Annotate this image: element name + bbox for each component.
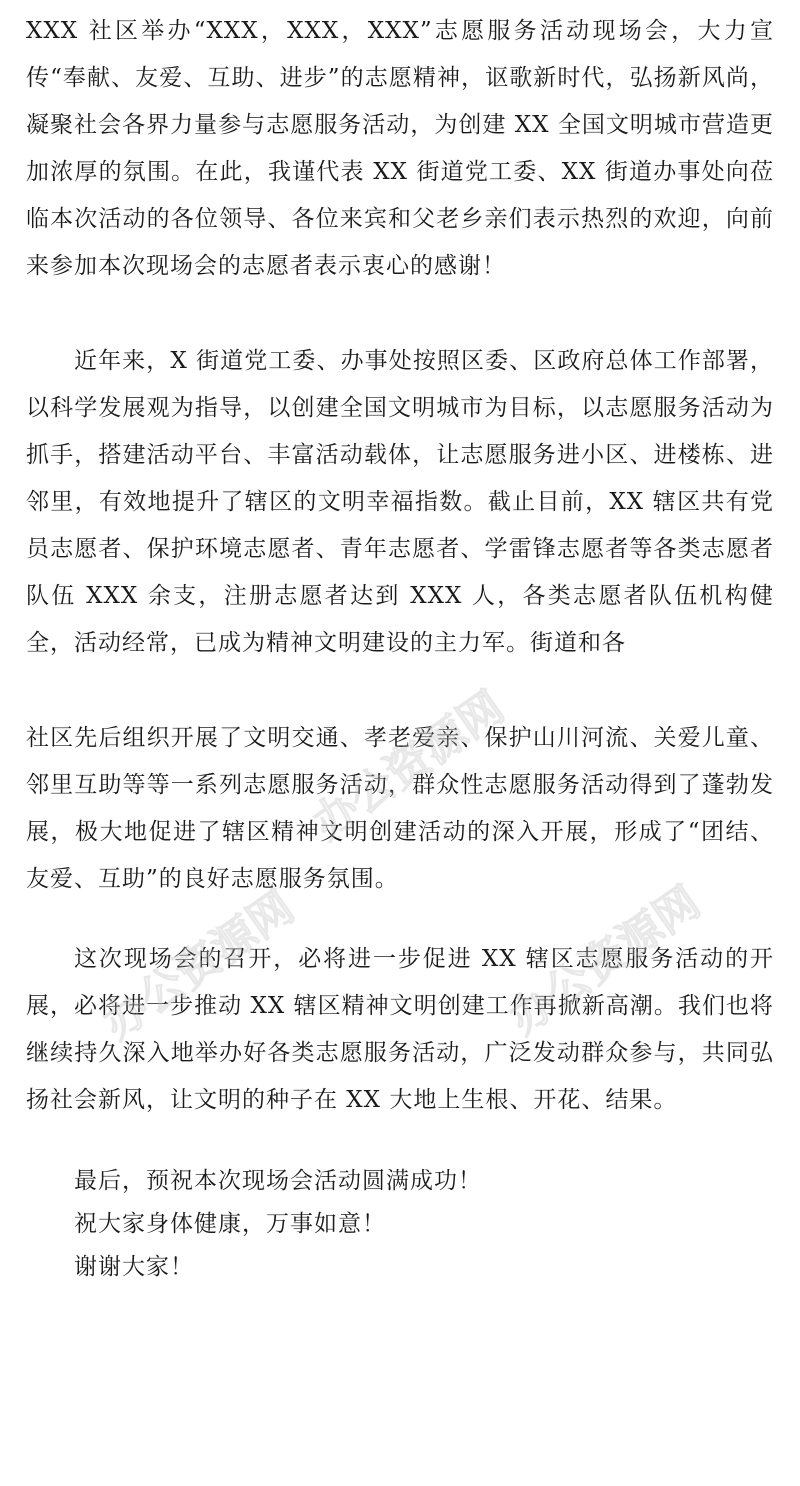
watermark: 办公资源网	[93, 881, 304, 1050]
closing-line-3: 谢谢大家！	[74, 1254, 194, 1280]
watermark: 办公资源网	[499, 876, 710, 1045]
closing-line-2: 祝大家身体健康，万事如意！	[74, 1211, 386, 1237]
body-paragraph-2: 近年来，X 街道党工委、办事处按照区委、区政府总体工作部署，以科学发展观为指导，以创建全国文明城市为目标，以志愿服务活动为抓手，搭建活动平台、丰富活动载体，让志愿服务进小区、进楼栋、进邻里，有效地提升了辖区的文明幸福指数。截止目前，XX 辖区共有党员志愿者、保护环境志愿者、青年志愿者、学雷锋志愿者等各类志愿者队伍 XXX 余支，注册志愿者达到 XXX 人，各类志愿者队伍机构健全，活动经常，已成为精神文明建设的主力军。街道和各	[26, 348, 774, 656]
body-paragraph-3: 社区先后组织开展了文明交通、孝老爱亲、保护山川河流、关爱儿童、邻里互助等等一系列志愿服务活动，群众性志愿服务活动得到了蓬勃发展，极大地促进了辖区精神文明创建活动的深入开展，形成了“团结、友爱、互助”的良好志愿服务氛围。	[26, 725, 774, 892]
body-paragraph-1: XXX 社区举办“XXX，XXX，XXX”志愿服务活动现场会，大力宣传“奉献、友爱、互助、进步”的志愿精神，讴歌新时代，弘扬新风尚，凝聚社会各界力量参与志愿服务活动，为创建 XX 全国文明城市营造更加浓厚的氛围。在此，我谨代表 XX 街道党工委、XX 街道办事处向莅临本次活动的各位领导、各位来宾和父老乡亲们表示热烈的欢迎，向前来参加本次现场会的志愿者表示衷心的感谢！	[26, 18, 774, 279]
body-paragraph-4: 这次现场会的召开，必将进一步促进 XX 辖区志愿服务活动的开展，必将进一步推动 XX 辖区精神文明创建工作再掀新高潮。我们也将继续持久深入地举办好各类志愿服务活动，广泛发动群众参与，共同弘扬社会新风，让文明的种子在 XX 大地上生根、开花、结果。	[26, 946, 774, 1113]
watermark: 办公资源网	[303, 681, 514, 850]
closing-line-1: 最后，预祝本次现场会活动圆满成功！	[74, 1168, 482, 1194]
